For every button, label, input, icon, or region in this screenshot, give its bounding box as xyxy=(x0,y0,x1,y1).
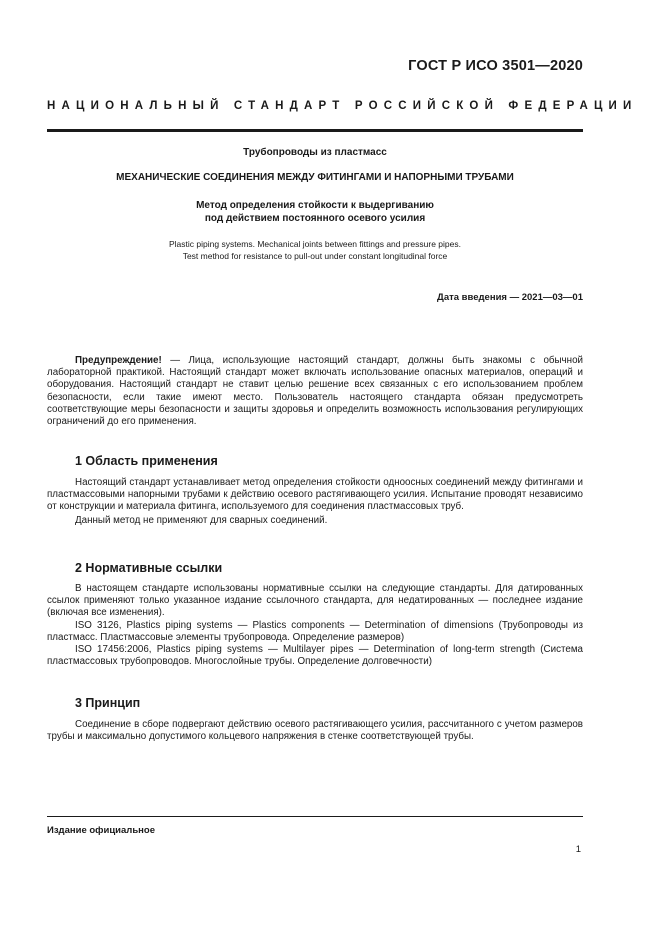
section-2-reference-iso17456: ISO 17456:2006, Plastics piping systems — Multilayer pipes — Determination of long-term strength (Система пластмассовых трубопроводов. Многослойные трубы. Определение долговечности) xyxy=(47,644,583,668)
standard-number: ГОСТ Р ИСО 3501—2020 xyxy=(408,58,583,74)
section-3-heading: 3 Принцип xyxy=(75,696,141,710)
official-edition-note: Издание официальное xyxy=(47,825,155,836)
subtitle-line-2: под действием постоянного осевого усилия xyxy=(204,213,426,224)
title-subtitle xyxy=(47,199,583,225)
title-english xyxy=(47,239,583,262)
section-2-heading: 2 Нормативные ссылки xyxy=(75,561,223,575)
warning-label: Предупреждение! xyxy=(75,355,162,366)
title-group: Трубопроводы из пластмасс xyxy=(243,147,387,158)
english-title-line-2: Test method for resistance to pull-out under constant longitudinal force xyxy=(182,250,448,261)
warning-paragraph xyxy=(47,355,583,428)
header-divider xyxy=(47,129,583,132)
warning-text: — Лица, использующие настоящий стандарт, должны быть знакомы с обычной лабораторной практикой. Настоящий стандарт может включать использование опасных материалов, операций и оборудования. Настоящий стандарт не ставит целью решение всех связанных с его использованием проблем безопасности, если такие имеют место. Пользователь настоящего стандарта обязан предусмотреть соответствующие меры безопасности и защиты здоровья и определить возможность использования регулирующих ограничений до его применения. xyxy=(47,355,583,428)
title-main: МЕХАНИЧЕСКИЕ СОЕДИНЕНИЯ МЕЖДУ ФИТИНГАМИ И НАПОРНЫМИ ТРУБАМИ xyxy=(116,172,514,183)
subtitle-line-1: Метод определения стойкости к выдергиванию xyxy=(196,200,434,211)
section-principle xyxy=(47,696,583,743)
section-2-paragraph-1: В настоящем стандарте использованы нормативные ссылки на следующие стандарты. Для датированных ссылок применяют только указанное издание ссылочного стандарта, для недатированных — последнее издание (включая все изменения). xyxy=(47,583,583,619)
section-3-paragraph-1: Соединение в сборе подвергают действию осевого растягивающего усилия, рассчитанного с учетом размеров трубы и максимально допустимого кольцевого напряжения в стенке соответствующей трубы. xyxy=(47,719,583,743)
section-2-reference-iso3126: ISO 3126, Plastics piping systems — Plastics components — Determination of dimensions (Трубопроводы из пластмасс. Пластмассовые элементы трубопровода. Определение размеров) xyxy=(47,619,583,643)
section-1-paragraph-1: Настоящий стандарт устанавливает метод определения стойкости одноосных соединений между фитингами и пластмассовыми напорными трубами к действию осевого растягивающего усилия. Испытание проводят независимо от конструкции и материала фитинга, используемого для соединения пластмассовых труб. xyxy=(47,477,583,513)
national-standard-banner: НАЦИОНАЛЬНЫЙ СТАНДАРТ РОССИЙСКОЙ ФЕДЕРАЦИИ xyxy=(47,100,638,112)
section-1-heading: 1 Область применения xyxy=(75,454,218,468)
section-normative-references xyxy=(47,561,583,668)
introduction-date: Дата введения — 2021—03—01 xyxy=(437,292,583,303)
footer-divider xyxy=(47,816,583,817)
page-number: 1 xyxy=(575,844,581,855)
warning-block xyxy=(47,355,583,428)
english-title-line-1: Plastic piping systems. Mechanical joints between fittings and pressure pipes. xyxy=(169,239,461,249)
section-1-paragraph-2: Данный метод не применяют для сварных соединений. xyxy=(75,514,328,526)
section-scope xyxy=(47,454,583,527)
